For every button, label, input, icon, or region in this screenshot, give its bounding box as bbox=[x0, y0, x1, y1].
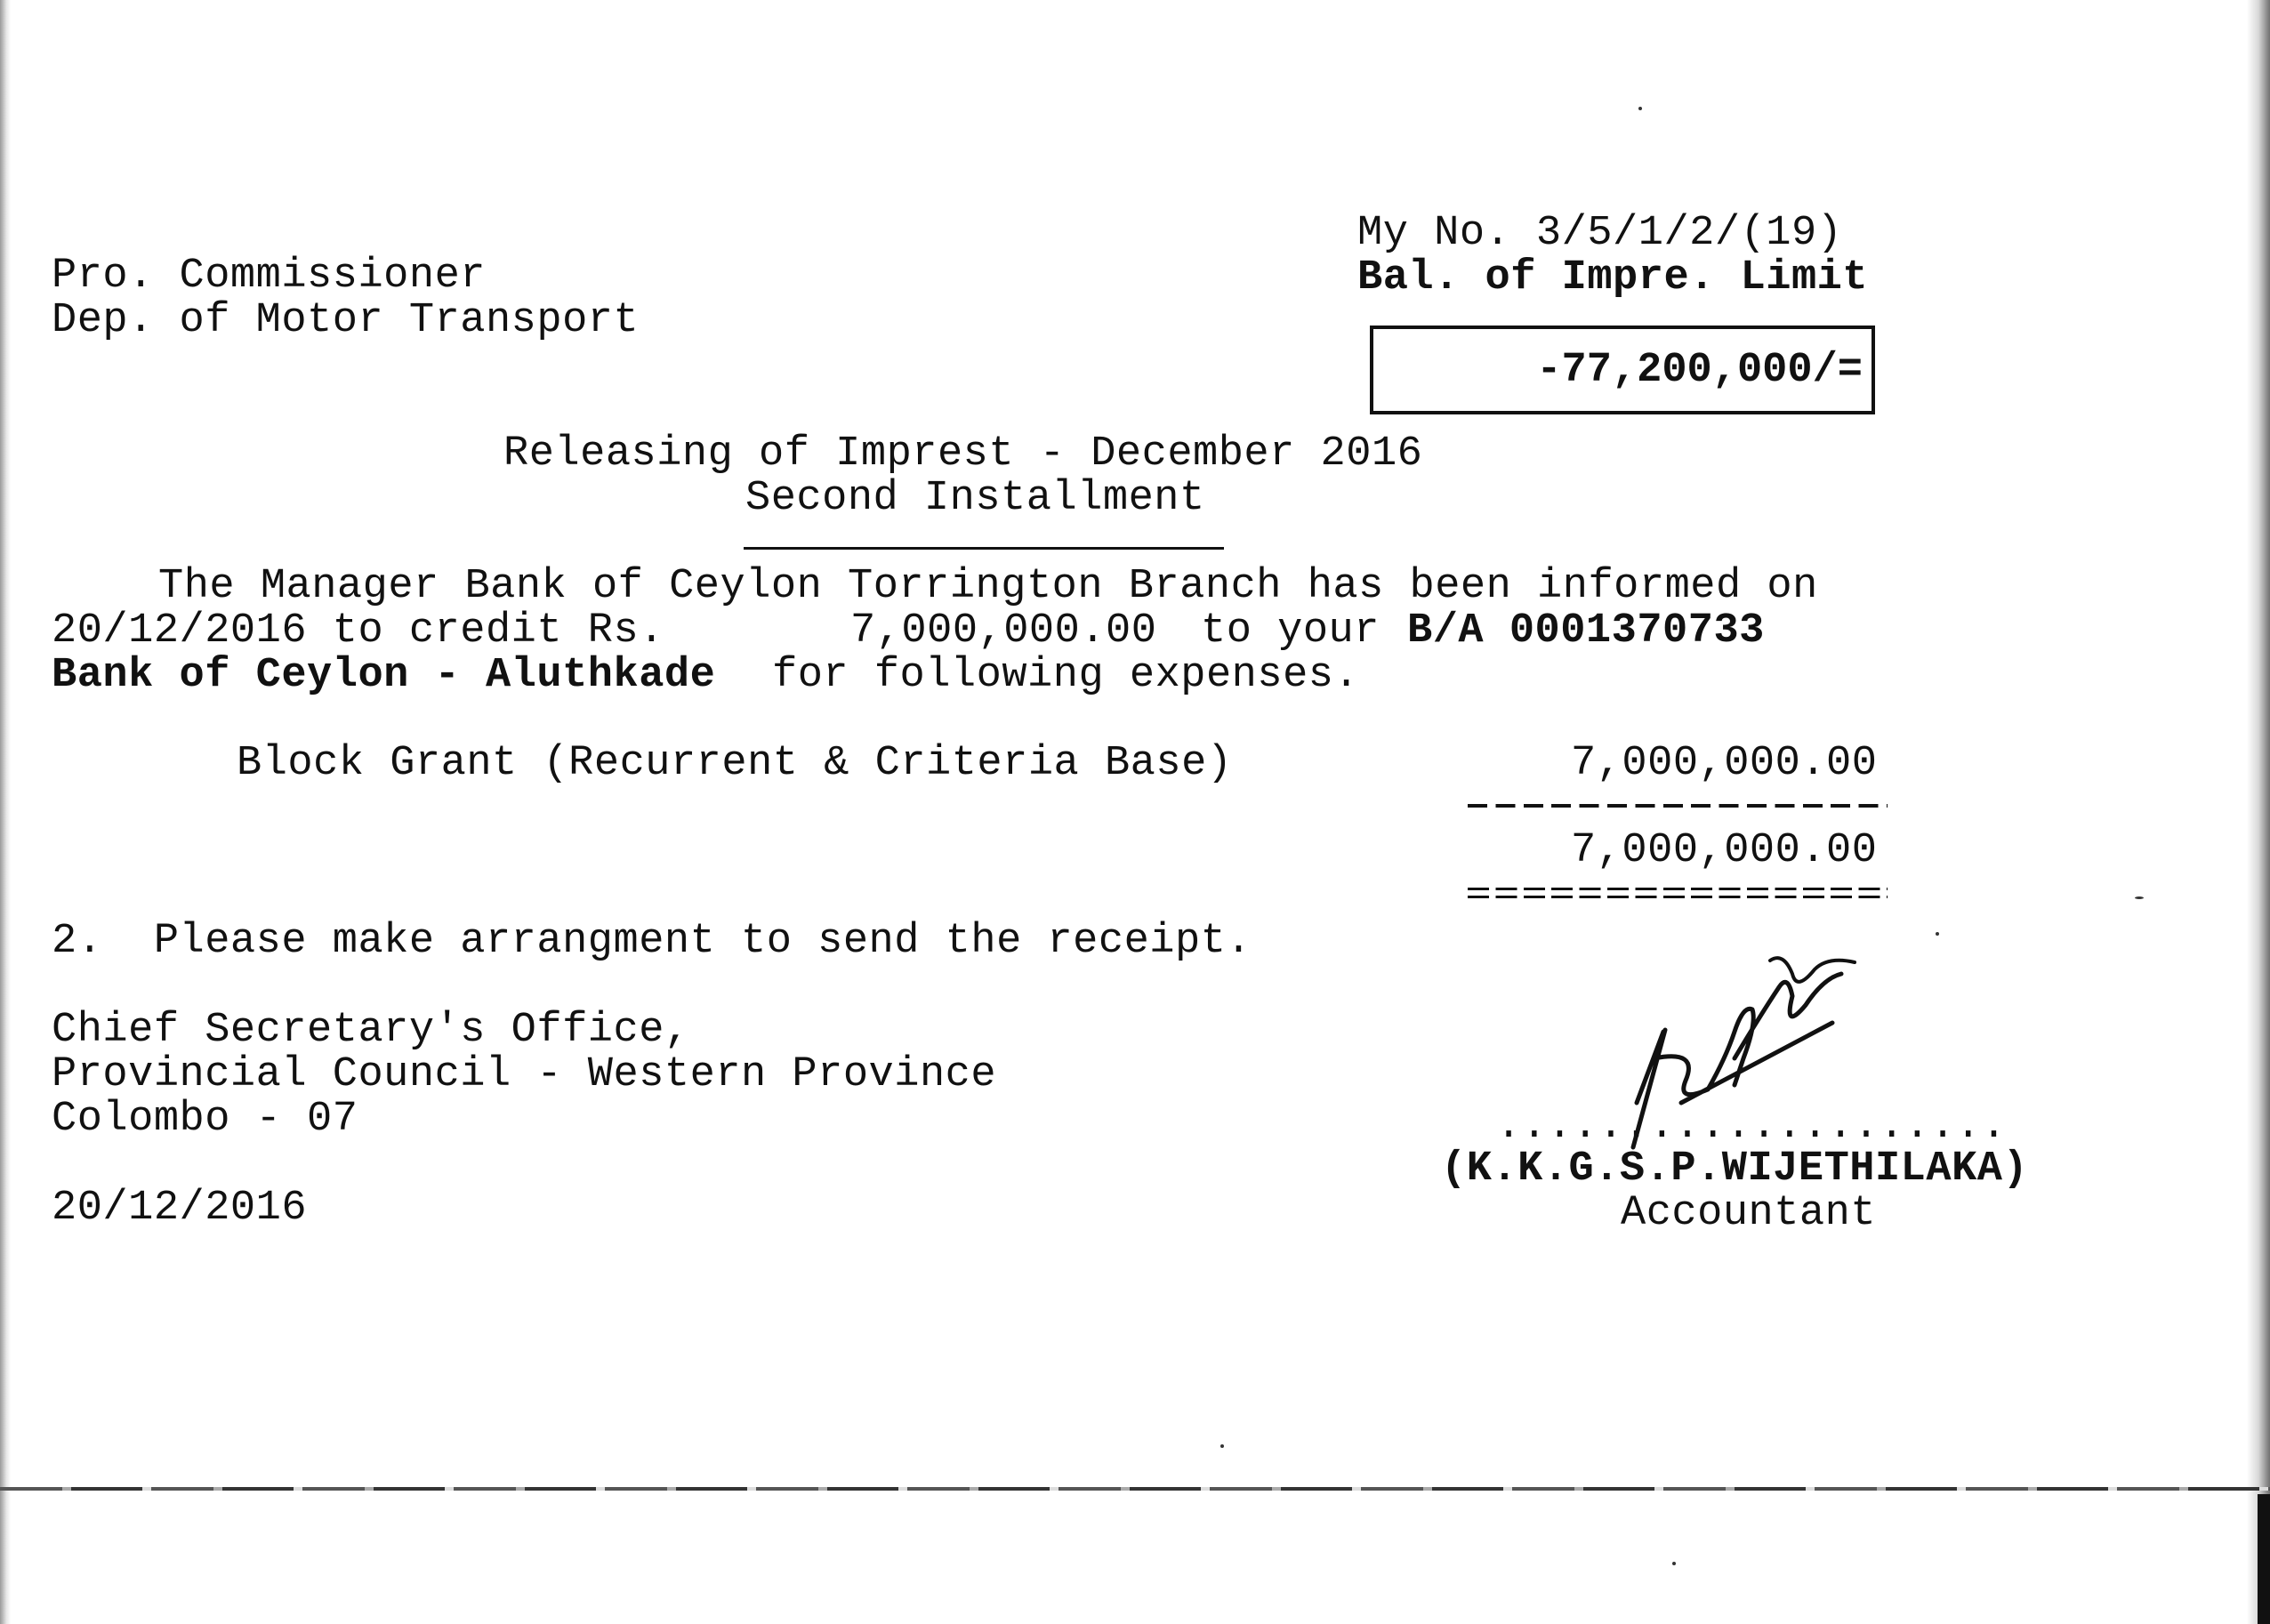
letter-date: 20/12/2016 bbox=[52, 1185, 308, 1232]
scan-speck bbox=[1672, 1562, 1676, 1565]
body-line-3-suffix: for following expenses. bbox=[772, 652, 1360, 699]
body-line-2-mid: to your bbox=[1201, 607, 1380, 655]
signature-dots: .................... bbox=[1496, 1103, 2008, 1150]
scan-speck bbox=[2135, 896, 2144, 899]
subtotal-rule bbox=[1468, 804, 1888, 808]
sender-line-2: Provincial Council - Western Province bbox=[52, 1051, 997, 1098]
total-amount: 7,000,000.00 bbox=[1571, 827, 1878, 874]
balance-value: -77,200,000/= bbox=[1536, 347, 1863, 394]
scan-speck bbox=[1638, 107, 1642, 110]
sender-line-1: Chief Secretary's Office, bbox=[52, 1007, 690, 1054]
balance-label: Bal. of Impre. Limit bbox=[1357, 254, 1869, 301]
scan-corner-mark bbox=[2258, 1494, 2270, 1624]
reference-number: My No. 3/5/1/2/(19) bbox=[1357, 210, 1843, 257]
expense-item-amount: 7,000,000.00 bbox=[1571, 740, 1878, 787]
body-line-1: The Manager Bank of Ceylon Torrington Branch has been informed on bbox=[158, 563, 1818, 610]
scan-right-edge bbox=[2247, 0, 2270, 1624]
scan-speck bbox=[1936, 932, 1939, 936]
body-line-2-prefix: 20/12/2016 to credit Rs. bbox=[52, 607, 664, 655]
scan-bottom-line bbox=[0, 1487, 2270, 1491]
subject-line-1: Releasing of Imprest - December 2016 bbox=[503, 430, 1423, 478]
sender-line-3: Colombo - 07 bbox=[52, 1096, 358, 1143]
body-line-2-amount: 7,000,000.00 bbox=[850, 607, 1157, 655]
total-double-rule bbox=[1468, 888, 1888, 902]
signatory-name: (K.K.G.S.P.WIJETHILAKA) bbox=[1441, 1146, 2029, 1193]
bank-name: Bank of Ceylon - Aluthkade bbox=[52, 652, 716, 699]
recipient-line-1: Pro. Commissioner bbox=[52, 253, 486, 300]
balance-box bbox=[1370, 326, 1875, 414]
subject-underline bbox=[744, 547, 1224, 550]
account-number: B/A 0001370733 bbox=[1407, 607, 1765, 655]
receipt-note: 2. Please make arrangment to send the receipt. bbox=[52, 918, 1252, 965]
recipient-line-2: Dep. of Motor Transport bbox=[52, 297, 640, 344]
expense-item-label: Block Grant (Recurrent & Criteria Base) bbox=[237, 740, 1233, 787]
subject-line-2: Second Installment bbox=[745, 475, 1205, 522]
scan-speck bbox=[1220, 1444, 1224, 1448]
scan-left-edge bbox=[0, 0, 11, 1624]
handwritten-signature bbox=[1601, 925, 1868, 1156]
signatory-title: Accountant bbox=[1621, 1190, 1877, 1237]
